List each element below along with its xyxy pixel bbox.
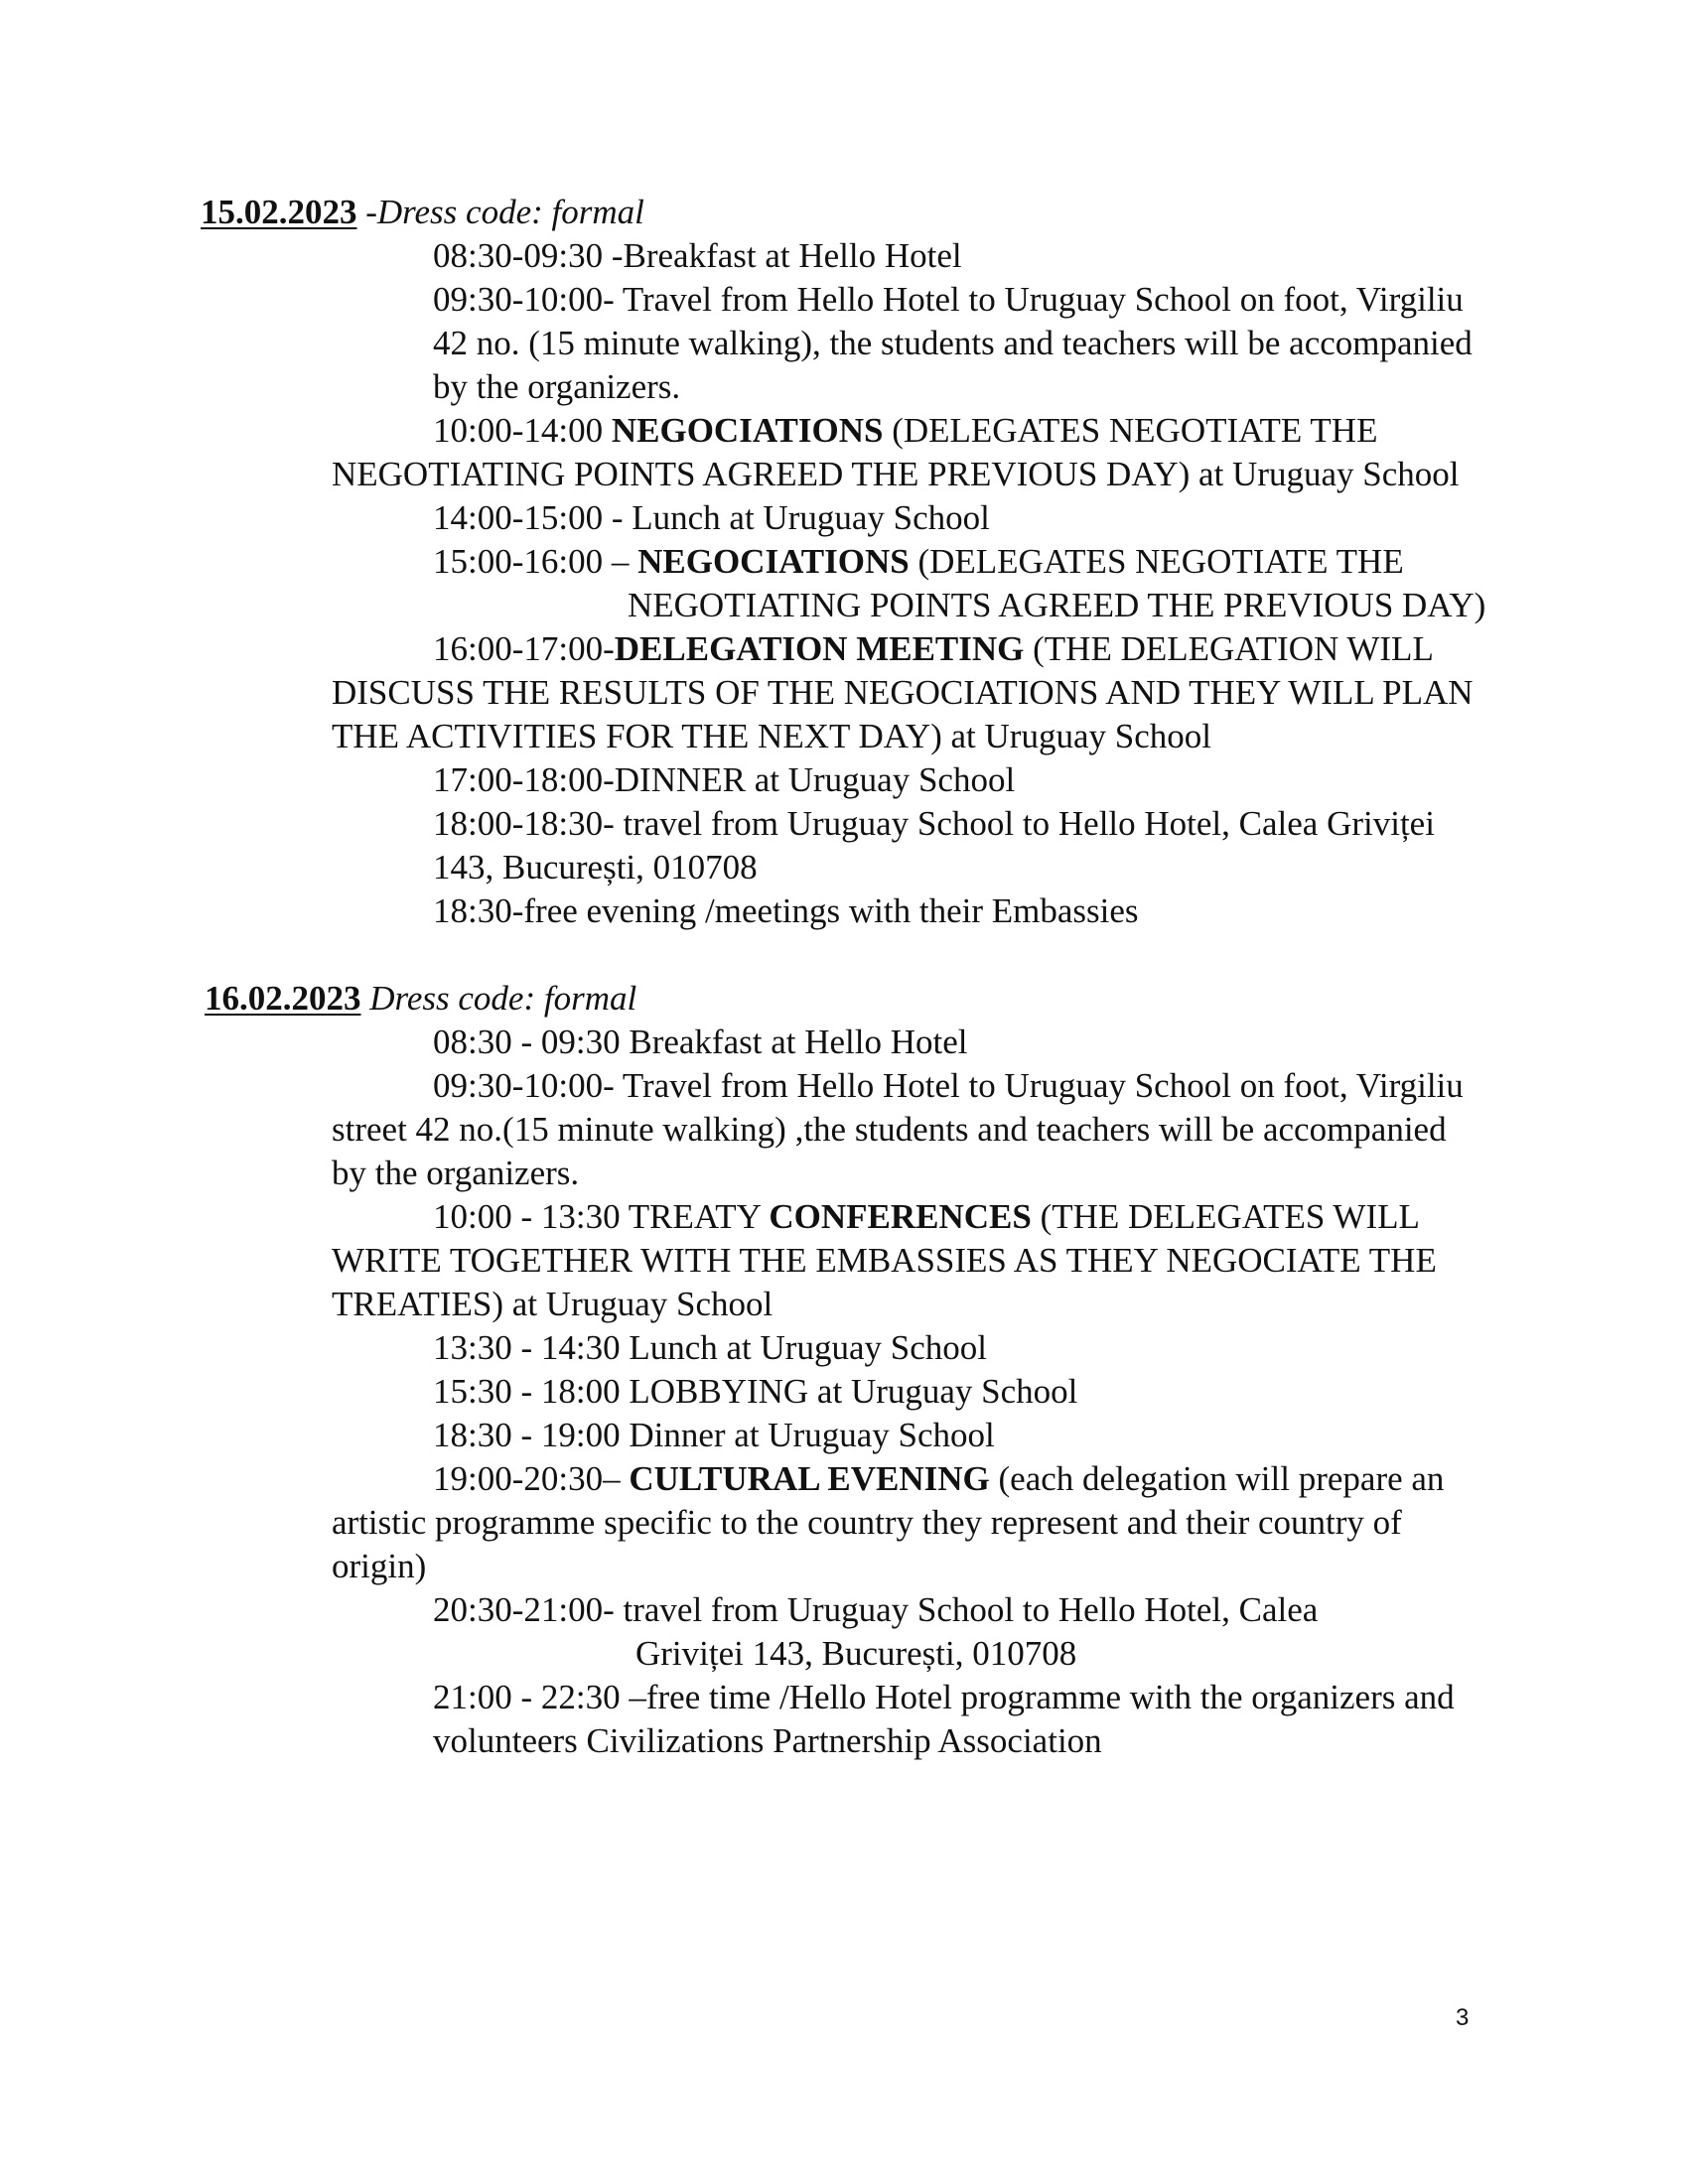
- day1-line-16: 18:30-free evening /meetings with their Embassies: [433, 891, 1139, 930]
- day1-date: 15.02.2023: [201, 193, 357, 231]
- day2-line-9: 15:30 - 18:00 LOBBYING at Uruguay School: [433, 1372, 1078, 1411]
- day1-dress-code: Dress code: formal: [376, 193, 644, 231]
- day1-line-6: NEGOTIATING POINTS AGREED THE PREVIOUS DAY) at Uruguay School: [332, 455, 1460, 493]
- day1-line-12: THE ACTIVITIES FOR THE NEXT DAY) at Uruguay School: [332, 717, 1211, 755]
- day1-line-13: 17:00-18:00-DINNER at Uruguay School: [433, 760, 1016, 799]
- day1-line-10-time: 16:00-17:00-: [433, 629, 615, 668]
- day1-line-4: by the organizers.: [433, 367, 681, 406]
- day2-line-10: 18:30 - 19:00 Dinner at Uruguay School: [433, 1416, 995, 1454]
- day2-line-8: 13:30 - 14:30 Lunch at Uruguay School: [433, 1328, 987, 1367]
- day2-line-5-rest: (THE DELEGATES WILL: [1031, 1197, 1420, 1236]
- day1-line-8-time: 15:00-16:00 –: [433, 542, 638, 581]
- day2-line-15: Griviței 143, București, 010708: [635, 1634, 1077, 1673]
- day1-line-2: 09:30-10:00- Travel from Hello Hotel to Uruguay School on foot, Virgiliu: [433, 280, 1464, 319]
- day2-line-12: artistic programme specific to the country they represent and their country of: [332, 1503, 1402, 1542]
- day2-line-5-bold: CONFERENCES: [769, 1197, 1032, 1236]
- day2-line-2: 09:30-10:00- Travel from Hello Hotel to Uruguay School on foot, Virgiliu: [433, 1066, 1464, 1105]
- day2-line-14: 20:30-21:00- travel from Uruguay School to Hello Hotel, Calea: [433, 1590, 1319, 1629]
- day1-line-3: 42 no. (15 minute walking), the students and teachers will be accompanied: [433, 324, 1473, 362]
- day1-line-5-rest: (DELEGATES NEGOTIATE THE: [883, 411, 1378, 450]
- day2-line-17: volunteers Civilizations Partnership Association: [433, 1721, 1102, 1760]
- page-number: 3: [1456, 2004, 1470, 2031]
- day2-line-13: origin): [332, 1547, 427, 1585]
- day2-line-11-time: 19:00-20:30–: [433, 1459, 630, 1498]
- day2-dress-code: Dress code: formal: [369, 979, 637, 1018]
- day2-line-11-rest: (each delegation will prepare an: [989, 1459, 1445, 1498]
- day1-line-8-bold: NEGOCIATIONS: [637, 542, 910, 581]
- day1-line-14: 18:00-18:30- travel from Uruguay School to Hello Hotel, Calea Griviței: [433, 804, 1435, 843]
- day1-line-10-bold: DELEGATION MEETING: [614, 629, 1025, 668]
- day1-line-10: [433, 627, 1434, 671]
- day1-line-8-rest: (DELEGATES NEGOTIATE THE: [909, 542, 1404, 581]
- day1-line-5-time: 10:00-14:00: [433, 411, 612, 450]
- day1-line-5: [433, 409, 1377, 453]
- day2-line-16: 21:00 - 22:30 –free time /Hello Hotel programme with the organizers and: [433, 1678, 1455, 1716]
- day2-heading: [205, 977, 636, 1021]
- day2-line-1: 08:30 - 09:30 Breakfast at Hello Hotel: [433, 1023, 968, 1061]
- day1-line-8: [433, 540, 1404, 584]
- day2-line-3: street 42 no.(15 minute walking) ,the students and teachers will be accompanied: [332, 1110, 1447, 1149]
- day1-line-15: 143, București, 010708: [433, 848, 758, 887]
- day2-line-11-bold: CULTURAL EVENING: [629, 1459, 990, 1498]
- day1-separator: -: [356, 193, 377, 231]
- day1-line-7: 14:00-15:00 - Lunch at Uruguay School: [433, 498, 990, 537]
- day2-line-5: [433, 1195, 1420, 1239]
- day1-line-5-bold: NEGOCIATIONS: [611, 411, 884, 450]
- day1-line-9: NEGOTIATING POINTS AGREED THE PREVIOUS DAY): [628, 586, 1486, 624]
- day2-line-7: TREATIES) at Uruguay School: [332, 1285, 774, 1323]
- day1-line-10-rest: (THE DELEGATION WILL: [1024, 629, 1434, 668]
- day1-heading: [201, 191, 644, 234]
- day2-date: 16.02.2023: [205, 979, 361, 1018]
- day2-line-11: [433, 1457, 1444, 1501]
- day2-separator: [361, 979, 370, 1018]
- day2-line-4: by the organizers.: [332, 1154, 580, 1192]
- day1-line-1: 08:30-09:30 -Breakfast at Hello Hotel: [433, 236, 962, 275]
- day2-line-5-time: 10:00 - 13:30 TREATY: [433, 1197, 770, 1236]
- day1-line-11: DISCUSS THE RESULTS OF THE NEGOCIATIONS AND THEY WILL PLAN: [332, 673, 1474, 712]
- day2-line-6: WRITE TOGETHER WITH THE EMBASSIES AS THEY NEGOCIATE THE: [332, 1241, 1437, 1280]
